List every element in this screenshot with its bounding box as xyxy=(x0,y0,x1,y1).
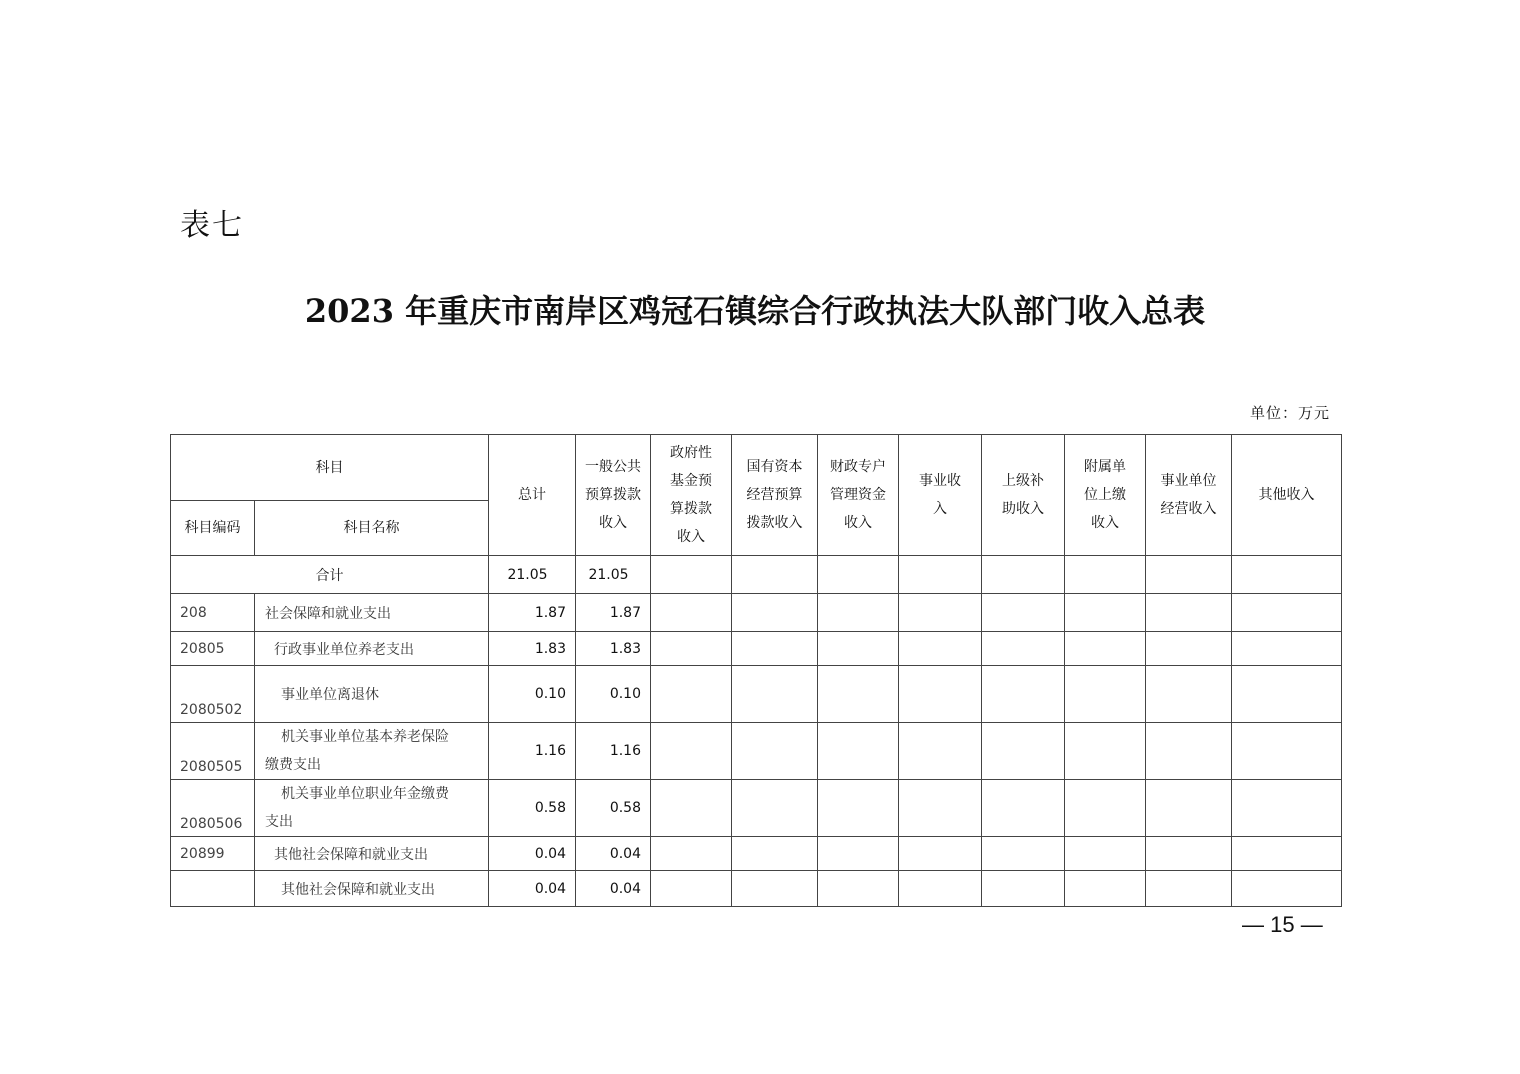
header-state-capital: 国有资本经营预算拨款收入 xyxy=(732,435,818,556)
table-row xyxy=(171,594,1342,632)
table-row xyxy=(171,871,1342,907)
cell-code xyxy=(171,871,255,907)
cell-general: 1.16 xyxy=(576,723,651,780)
cell-name: 其他社会保障和就业支出 xyxy=(255,871,489,907)
table-label: 表七 xyxy=(180,208,244,243)
cell-total: 1.87 xyxy=(489,594,576,632)
header-general-budget: 一般公共预算拨款收入 xyxy=(576,435,651,556)
cell-total: 0.04 xyxy=(489,871,576,907)
cell-total: 0.58 xyxy=(489,780,576,837)
cell-name: 社会保障和就业支出 xyxy=(255,594,489,632)
cell-general: 21.05 xyxy=(576,556,651,594)
cell-code: 20805 xyxy=(171,632,255,666)
table-row xyxy=(171,632,1342,666)
cell-general: 1.83 xyxy=(576,632,651,666)
cell-name: 其他社会保障和就业支出 xyxy=(255,837,489,871)
cell-code: 2080505 xyxy=(171,723,255,780)
cell-total: 1.16 xyxy=(489,723,576,780)
cell-code: 2080502 xyxy=(171,666,255,723)
header-business-income: 事业收入 xyxy=(899,435,982,556)
unit-label: 单位：万元 xyxy=(1249,404,1330,422)
income-summary-table xyxy=(170,434,1342,907)
cell-general: 1.87 xyxy=(576,594,651,632)
table-row xyxy=(171,780,1342,837)
cell-total: 0.04 xyxy=(489,837,576,871)
cell-general: 0.58 xyxy=(576,780,651,837)
header-business-operation: 事业单位经营收入 xyxy=(1146,435,1232,556)
header-affiliated-remit: 附属单位上缴收入 xyxy=(1065,435,1146,556)
header-subject: 科目 xyxy=(171,435,489,501)
cell-code: 208 xyxy=(171,594,255,632)
cell-total: 21.05 xyxy=(489,556,576,594)
cell-code: 2080506 xyxy=(171,780,255,837)
cell-general: 0.10 xyxy=(576,666,651,723)
cell-total: 0.10 xyxy=(489,666,576,723)
page-number: — 15 — xyxy=(1242,912,1323,937)
header-total: 总计 xyxy=(489,435,576,556)
table-row xyxy=(171,723,1342,780)
table-row xyxy=(171,666,1342,723)
table-row-total xyxy=(171,556,1342,594)
table-row xyxy=(171,837,1342,871)
cell-code: 20899 xyxy=(171,837,255,871)
header-other-income: 其他收入 xyxy=(1232,435,1342,556)
cell-name: 机关事业单位基本养老保险 缴费支出 xyxy=(255,723,489,780)
header-superior-subsidy: 上级补助收入 xyxy=(982,435,1065,556)
cell-general: 0.04 xyxy=(576,871,651,907)
cell-name: 机关事业单位职业年金缴费 支出 xyxy=(255,780,489,837)
header-gov-fund: 政府性基金预算拨款收入 xyxy=(651,435,732,556)
header-subject-code: 科目编码 xyxy=(171,501,255,556)
cell-general: 0.04 xyxy=(576,837,651,871)
cell-name: 行政事业单位养老支出 xyxy=(255,632,489,666)
header-subject-name: 科目名称 xyxy=(255,501,489,556)
document-title: 2023 年重庆市南岸区鸡冠石镇综合行政执法大队部门收入总表 xyxy=(304,292,1206,330)
cell-name: 事业单位离退休 xyxy=(255,666,489,723)
cell-total: 1.83 xyxy=(489,632,576,666)
total-label: 合计 xyxy=(171,556,489,594)
header-fiscal-account: 财政专户管理资金收入 xyxy=(818,435,899,556)
